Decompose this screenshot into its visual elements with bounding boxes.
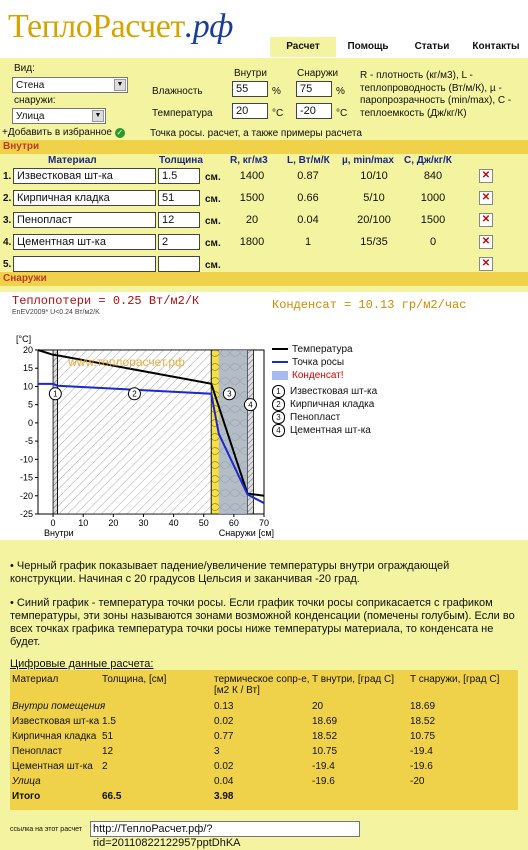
y-tick-label: -5: [24, 436, 33, 447]
legend-layer-label: Кирпичная кладка: [290, 399, 375, 410]
layer-unit: см.: [205, 260, 221, 271]
y-tick-label: -10: [19, 454, 33, 465]
layer-unit: см.: [205, 194, 221, 205]
chevron-down-icon: ▼: [92, 110, 104, 122]
x-tick-label: 10: [78, 518, 89, 528]
summary-resistance: 0.77: [214, 731, 234, 742]
wall-layer: [53, 350, 58, 514]
note-black-graph: • Черный график показывает падение/увеличение температуры внутри ограждающей конструкции. Начиная с 20 градусов Цельсия и заканчивая -20 град.: [10, 560, 450, 585]
summary-t-outside: 18.52: [410, 716, 436, 727]
outside-label: снаружи:: [14, 95, 56, 106]
humidity-outside-input[interactable]: 75: [296, 81, 332, 97]
layer-thickness-input[interactable]: 1.5: [158, 168, 200, 184]
y-tick-label: 0: [27, 417, 33, 428]
col-material: Материал: [48, 155, 97, 166]
layer-c: 1000: [420, 192, 446, 204]
legend-layer: [272, 385, 472, 398]
layer-c: 1500: [420, 214, 446, 226]
summary-material: Внутри помещения: [12, 701, 106, 712]
y-tick-label: -25: [19, 509, 33, 519]
temp-outside-input[interactable]: -20: [296, 103, 332, 119]
legend-layer: [272, 398, 472, 411]
summary-t-inside: -19.6: [312, 776, 335, 787]
layer-number: 4.: [3, 237, 12, 248]
summary-resistance: 3: [214, 746, 220, 757]
layer-circle-icon: 2: [272, 398, 285, 411]
summary-title: Цифровые данные расчета:: [10, 658, 154, 670]
summary-material: Известковая шт-ка: [12, 716, 100, 727]
x-tick-label: 40: [168, 518, 179, 528]
layer-material-input[interactable]: Пенопласт: [13, 212, 156, 228]
temp-outside-unit: °C: [336, 108, 348, 119]
y-tick-label: -20: [19, 490, 33, 501]
summary-t-inside: 10.75: [312, 746, 338, 757]
layer-l: 0.87: [297, 170, 319, 182]
layer-material-input[interactable]: Известковая шт-ка: [13, 168, 156, 184]
layer-unit: см.: [205, 172, 221, 183]
layer-l: 0.66: [297, 192, 319, 204]
y-unit-label: [°C]: [16, 334, 32, 344]
layer-number: 2.: [3, 193, 12, 204]
humidity-inside-input[interactable]: 55: [232, 81, 268, 97]
layer-r: 1800: [239, 236, 265, 248]
type-select[interactable]: Стена ▼: [12, 77, 128, 93]
summary-t-inside: -19.4: [312, 761, 335, 772]
temp-inside-unit: °C: [272, 108, 284, 119]
layer-c: 840: [423, 170, 443, 182]
summary-t-inside: 18.52: [312, 731, 338, 742]
note-blue-graph: • Синий график - температура точки росы. Если график точки росы соприкасается с графиком температуры, эти зоны называются зонами возможной конденсации (помечены голубым). Если во всех точках графика температура точки росы ниже температуры материала, то конденсата не будет.: [10, 597, 515, 648]
heat-loss-text: Теплопотери = 0.25 Вт/м2/К: [12, 294, 200, 308]
temp-inside-input[interactable]: 20: [232, 103, 268, 119]
humidity-inside-unit: %: [272, 86, 281, 97]
condensate-zone: [219, 350, 248, 514]
main-tabs: [270, 37, 528, 57]
layer-mu: 10/10: [360, 170, 388, 182]
x-tick-label: 50: [198, 518, 209, 528]
x-tick-label: 60: [228, 518, 239, 528]
inside-col-label: Внутри: [234, 68, 267, 79]
layer-marker-label: 1: [53, 389, 58, 399]
tab-help[interactable]: Помощь: [336, 37, 400, 57]
layer-unit: см.: [205, 238, 221, 249]
legend-layer-label: Цементная шт-ка: [290, 425, 371, 436]
summary-resistance: 0.02: [214, 716, 234, 727]
layer-material-input[interactable]: Цементная шт-ка: [13, 234, 156, 250]
summary-total-label: Итого: [12, 791, 41, 802]
legend-layer: [272, 424, 472, 437]
layer-r: 20: [245, 214, 259, 226]
layer-l: 0.04: [297, 214, 319, 226]
enev-note: EnEV2009* U<0.24 Вт/м2/K: [12, 309, 100, 316]
legend-dew: Точка росы: [272, 357, 472, 370]
layer-r: 1400: [239, 170, 265, 182]
layer-circle-icon: 4: [272, 424, 285, 437]
layer-circle-icon: 1: [272, 385, 285, 398]
link-label: ссылка на этот расчет: [10, 826, 83, 833]
x-outside-label: Снаружи [см]: [218, 528, 275, 538]
layer-thickness-input[interactable]: 12: [158, 212, 200, 228]
chevron-down-icon: ▼: [114, 79, 126, 91]
summary-t-outside: -20: [410, 776, 425, 787]
summary-material: Улица: [12, 776, 41, 787]
layer-c: 0: [429, 236, 437, 248]
tab-contacts[interactable]: Контакты: [464, 37, 528, 57]
summary-t-inside: 18.69: [312, 716, 338, 727]
legend-layer-label: Пенопласт: [290, 412, 341, 423]
layer-mu: 20/100: [357, 214, 391, 226]
summary-material: Кирпичная кладка: [12, 731, 97, 742]
x-tick-label: 20: [108, 518, 119, 528]
layer-marker-label: 3: [227, 389, 232, 399]
summary-header: T снаружи, [град С]: [410, 674, 500, 685]
layer-r: 1500: [239, 192, 265, 204]
type-label: Вид:: [14, 63, 35, 74]
col-mu: µ, min/max: [342, 155, 394, 166]
delete-layer-button[interactable]: ✕: [479, 213, 493, 227]
humidity-label: Влажность: [152, 86, 203, 97]
layer-thickness-input[interactable]: 51: [158, 190, 200, 206]
y-tick-label: 5: [27, 399, 33, 410]
outside-col-label: Снаружи: [297, 68, 339, 79]
summary-resistance: 0.13: [214, 701, 234, 712]
y-tick-label: 20: [22, 345, 33, 355]
x-tick-label: 70: [258, 518, 270, 528]
summary-header: Материал: [12, 674, 59, 685]
layer-mu: 5/10: [363, 192, 385, 204]
col-thickness: Толщина: [159, 155, 203, 166]
condensate-text: Конденсат = 10.13 гр/м2/час: [272, 298, 467, 312]
params-legend: R - плотность (кг/м3), L - теплопроводность (Вт/м/К), µ - паропрозрачность (min/max), C - теплоемкость (Дж/кг/К): [360, 70, 512, 119]
layer-marker-label: 2: [132, 389, 137, 399]
summary-thickness: 1.5: [102, 716, 116, 727]
y-tick-label: 15: [22, 363, 33, 374]
outside-section-label: Снаружи: [3, 273, 47, 284]
summary-thickness: 12: [102, 746, 114, 757]
temp-label: Температура: [152, 108, 213, 119]
delete-layer-button[interactable]: ✕: [479, 169, 493, 183]
wall-layer: [247, 350, 253, 514]
layer-number: 5.: [3, 259, 12, 270]
layer-thickness-input[interactable]: 2: [158, 234, 200, 250]
wall-layer: [58, 350, 212, 514]
y-tick-label: -15: [19, 472, 33, 483]
site-logo[interactable]: ТеплоРасчет.рф: [8, 8, 233, 45]
permalink-input[interactable]: http://ТеплоРасчет.рф/?rid=20110822122957pptDhKA: [90, 821, 360, 837]
delete-layer-button[interactable]: ✕: [479, 191, 493, 205]
inside-bar: [0, 140, 528, 154]
summary-t-outside: 10.75: [410, 731, 436, 742]
layer-number: 1.: [3, 171, 12, 182]
summary-t-outside: -19.6: [410, 761, 433, 772]
col-r: R, кг/м3: [230, 155, 268, 166]
layer-thickness-input[interactable]: [158, 256, 200, 272]
summary-total-thickness: 66.5: [102, 791, 122, 802]
summary-t-inside: 20: [312, 701, 324, 712]
summary-thickness: 51: [102, 731, 114, 742]
chart-legend: [272, 344, 472, 437]
x-tick-label: 30: [138, 518, 149, 528]
page-subtitle: Точка росы. расчет, а также примеры расчета: [150, 128, 362, 139]
chart-watermark: www.теплорасчет.рф: [68, 355, 185, 369]
layer-mu: 15/35: [360, 236, 388, 248]
summary-resistance: 0.02: [214, 761, 234, 772]
layer-material-input[interactable]: [13, 256, 156, 272]
tab-articles[interactable]: Статьи: [400, 37, 464, 57]
tab-calc[interactable]: Расчет: [270, 37, 336, 57]
layer-marker-label: 4: [248, 400, 253, 410]
x-inside-label: Внутри: [44, 528, 74, 538]
legend-temp: Температура: [272, 344, 472, 357]
col-c: C, Дж/кг/К: [404, 155, 452, 166]
summary-thickness: 2: [102, 761, 108, 772]
summary-header: T внутри, [град С]: [312, 674, 394, 685]
delete-layer-button[interactable]: ✕: [479, 235, 493, 249]
y-tick-label: 10: [22, 381, 33, 392]
summary-resistance: 0.04: [214, 776, 234, 787]
humidity-outside-unit: %: [336, 86, 345, 97]
delete-layer-button[interactable]: ✕: [479, 257, 493, 271]
layer-l: 1: [304, 236, 312, 248]
check-icon: ✓: [116, 128, 124, 137]
legend-layer: [272, 411, 472, 424]
summary-header: Толщина, [см]: [102, 674, 167, 685]
summary-t-outside: -19.4: [410, 746, 433, 757]
inside-section-label: Внутри: [3, 141, 40, 152]
layer-number: 3.: [3, 215, 12, 226]
layer-unit: см.: [205, 216, 221, 227]
col-l: L, Вт/м/К: [287, 155, 330, 166]
summary-total-resistance: 3.98: [214, 791, 234, 802]
legend-condensate: Конденсат!: [272, 370, 472, 383]
favorites-link[interactable]: +Добавить в избранное ✓: [2, 127, 124, 138]
layer-material-input[interactable]: Кирпичная кладка: [13, 190, 156, 206]
x-tick-label: 0: [50, 518, 56, 528]
outside-select[interactable]: Улица ▼: [12, 108, 106, 124]
outside-bar: [0, 272, 528, 286]
summary-material: Цементная шт-ка: [12, 761, 93, 772]
summary-t-outside: 18.69: [410, 701, 436, 712]
summary-material: Пенопласт: [12, 746, 63, 757]
summary-header: термическое сопр-е, [м2 К / Вт]: [214, 674, 310, 696]
legend-layer-label: Известковая шт-ка: [290, 386, 378, 397]
layer-circle-icon: 3: [272, 411, 285, 424]
